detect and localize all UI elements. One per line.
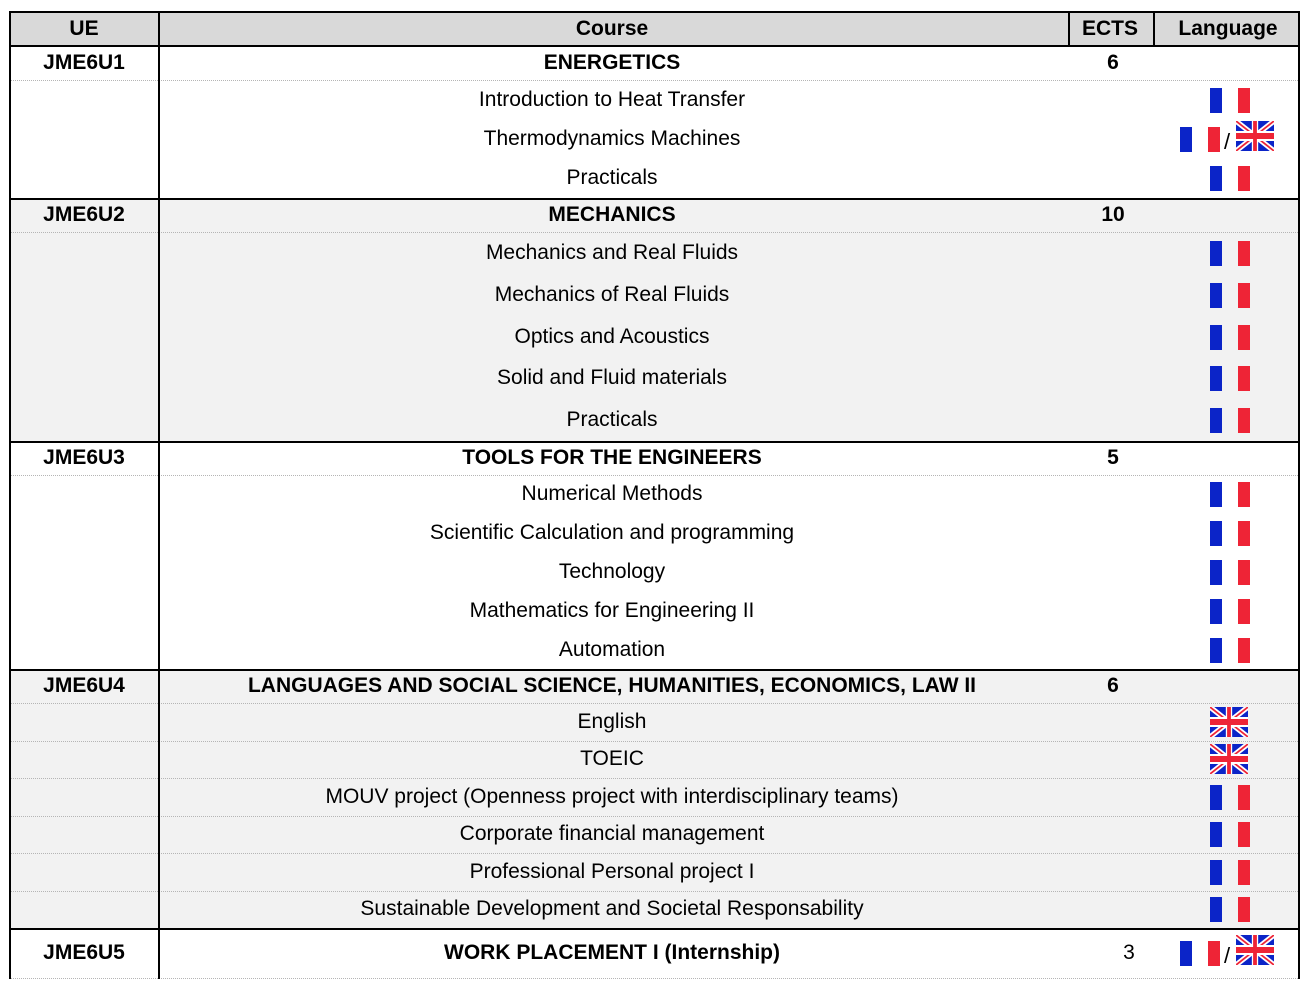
france-flag-icon: [1210, 166, 1250, 191]
course-name: Sustainable Development and Societal Responsability: [360, 897, 864, 921]
course-name: Numerical Methods: [521, 482, 703, 506]
row-separator: [9, 475, 1300, 476]
france-flag-icon: [1210, 897, 1250, 922]
course-name: Scientific Calculation and programming: [429, 521, 795, 545]
unit-title: LANGUAGES AND SOCIAL SCIENCE, HUMANITIES, ECONOMICS, LAW II: [247, 674, 977, 697]
france-flag-icon: [1210, 241, 1250, 266]
table-border-right: [1298, 11, 1300, 979]
column-divider-ects: [1153, 11, 1155, 45]
course-name: Mechanics of Real Fluids: [494, 282, 730, 306]
course-name: Technology: [558, 560, 666, 583]
course-name: MOUV project (Openness project with interdisciplinary teams): [325, 784, 899, 808]
france-flag-icon: [1210, 366, 1250, 391]
language-separator: /: [1224, 129, 1231, 154]
row-separator: [9, 80, 1300, 81]
unit-ects: 6: [1107, 674, 1119, 697]
unit-code: JME6U5: [43, 941, 125, 964]
language-separator: /: [1224, 943, 1231, 968]
course-name: TOEIC: [580, 747, 644, 771]
course-name: Mathematics for Engineering II: [469, 598, 755, 622]
unit-separator: [9, 441, 1300, 443]
course-name: Mechanics and Real Fluids: [485, 240, 739, 264]
france-flag-icon: [1210, 599, 1250, 624]
unit-ects: 5: [1107, 446, 1119, 469]
header-ue: UE: [69, 17, 99, 40]
uk-flag-icon: [1210, 707, 1248, 737]
uk-flag-icon: [1236, 935, 1274, 965]
row-separator: [9, 232, 1300, 233]
unit-code: JME6U1: [43, 51, 125, 74]
unit-separator: [9, 11, 1300, 13]
france-flag-icon: [1210, 785, 1250, 810]
column-divider-ue: [158, 11, 160, 979]
france-flag-icon: [1180, 941, 1220, 966]
course-name: Automation: [558, 637, 666, 661]
unit-title: MECHANICS: [548, 203, 676, 226]
header-course: Course: [575, 17, 649, 40]
row-separator: [9, 978, 1300, 979]
france-flag-icon: [1210, 88, 1250, 113]
unit-title: ENERGETICS: [543, 51, 681, 74]
unit-ects: 6: [1107, 51, 1119, 74]
france-flag-icon: [1210, 521, 1250, 546]
unit-separator: [9, 669, 1300, 671]
unit-code: JME6U2: [43, 203, 125, 226]
column-divider-course: [1068, 11, 1070, 45]
france-flag-icon: [1210, 560, 1250, 585]
course-name: Optics and Acoustics: [514, 324, 710, 348]
row-separator: [9, 891, 1300, 892]
france-flag-icon: [1210, 638, 1250, 663]
course-name: Solid and Fluid materials: [497, 366, 727, 390]
course-name: Thermodynamics Machines: [483, 127, 741, 150]
france-flag-icon: [1210, 822, 1250, 847]
row-separator: [9, 853, 1300, 854]
course-name: Practicals: [566, 166, 658, 190]
uk-flag-icon: [1236, 121, 1274, 151]
unit-separator: [9, 928, 1300, 930]
row-separator: [9, 741, 1300, 742]
unit-ects: 10: [1101, 203, 1125, 226]
course-name: Professional Personal project I: [469, 859, 755, 883]
france-flag-icon: [1210, 860, 1250, 885]
course-name: Introduction to Heat Transfer: [478, 87, 746, 111]
header-ects: ECTS: [1081, 17, 1139, 40]
row-separator: [9, 778, 1300, 779]
france-flag-icon: [1210, 408, 1250, 433]
unit-shading: [9, 198, 1300, 441]
france-flag-icon: [1210, 482, 1250, 507]
table-border-left: [9, 11, 11, 979]
unit-separator: [9, 198, 1300, 200]
france-flag-icon: [1180, 127, 1220, 152]
uk-flag-icon: [1210, 744, 1248, 774]
course-name: English: [577, 709, 647, 733]
course-name: Practicals: [566, 408, 658, 432]
row-separator: [9, 703, 1300, 704]
unit-code: JME6U4: [43, 674, 125, 697]
row-separator: [9, 816, 1300, 817]
unit-ects: 3: [1123, 941, 1135, 964]
unit-separator: [9, 45, 1300, 47]
france-flag-icon: [1210, 325, 1250, 350]
header-language: Language: [1178, 17, 1278, 40]
course-name: Corporate financial management: [459, 822, 765, 846]
unit-code: JME6U3: [43, 446, 125, 469]
unit-title: WORK PLACEMENT I (Internship): [444, 941, 780, 964]
france-flag-icon: [1210, 283, 1250, 308]
unit-title: TOOLS FOR THE ENGINEERS: [462, 446, 762, 469]
